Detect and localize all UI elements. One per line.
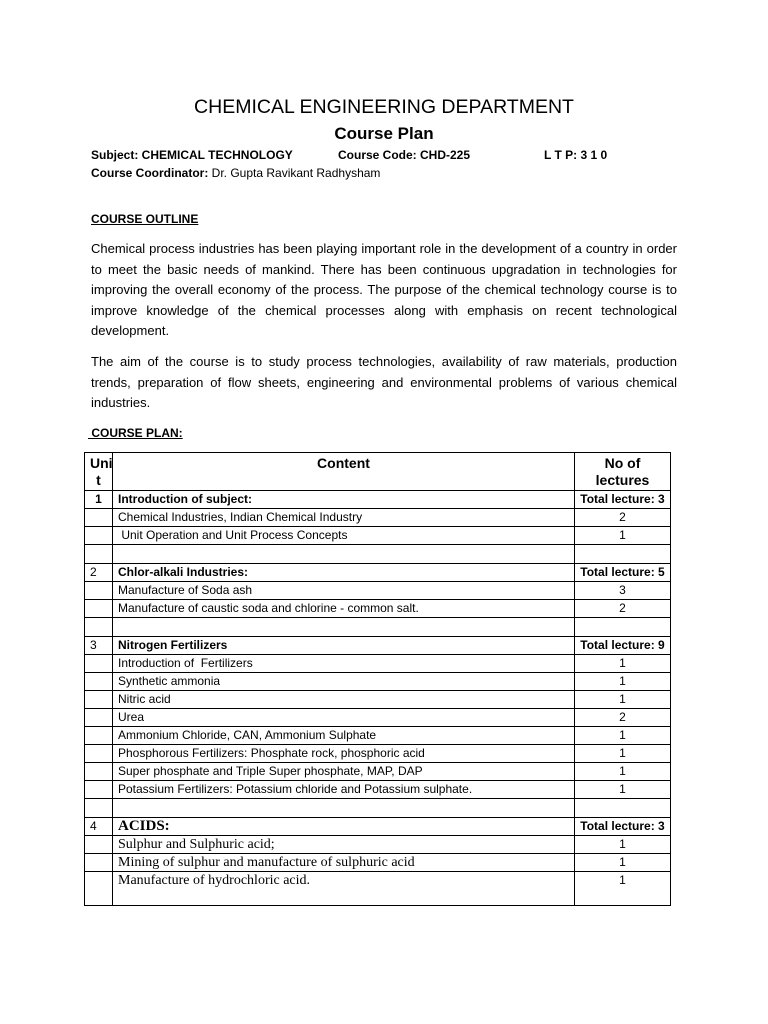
- unit-total: Total lecture: 3: [575, 818, 671, 836]
- topic-lectures: 1: [575, 727, 671, 745]
- unit-cell: [85, 527, 113, 545]
- unit-title-row: [85, 637, 671, 655]
- spacer-cell: [113, 545, 575, 564]
- unit-cell: [85, 709, 113, 727]
- topic-lectures: 1: [575, 527, 671, 545]
- unit-number: 4: [85, 818, 113, 836]
- unit-cell: [85, 745, 113, 763]
- subject-label: Subject: CHEMICAL TECHNOLOGY: [91, 148, 293, 162]
- coordinator-label: Course Coordinator:: [91, 166, 209, 180]
- unit-total: Total lecture: 3: [575, 491, 671, 509]
- spacer-cell: [113, 799, 575, 818]
- table-row: [85, 763, 671, 781]
- unit-cell: [85, 618, 113, 637]
- unit-title: ACIDS:: [113, 818, 575, 836]
- unit-number: 2: [85, 564, 113, 582]
- spacer-row: [85, 618, 671, 637]
- spacer-cell: [113, 618, 575, 637]
- topic-lectures: 1: [575, 745, 671, 763]
- table-header-row: [85, 453, 671, 491]
- topic-name: Manufacture of caustic soda and chlorine - common salt.: [113, 600, 575, 618]
- unit-cell: [85, 854, 113, 872]
- topic-lectures: 1: [575, 854, 671, 872]
- ltp-value: L T P: 3 1 0: [544, 148, 608, 162]
- topic-name: Phosphorous Fertilizers: Phosphate rock, phosphoric acid: [113, 745, 575, 763]
- table-row: [85, 655, 671, 673]
- unit-cell: [85, 545, 113, 564]
- unit-title-row: [85, 491, 671, 509]
- table-row: [85, 836, 671, 854]
- topic-lectures: 1: [575, 673, 671, 691]
- table-row: [85, 673, 671, 691]
- unit-cell: [85, 727, 113, 745]
- topic-name: Potassium Fertilizers: Potassium chloride and Potassium sulphate.: [113, 781, 575, 799]
- unit-title-row: [85, 818, 671, 836]
- topic-lectures: 1: [575, 781, 671, 799]
- lectures-column-header: No of lectures: [575, 453, 671, 491]
- unit-title: Introduction of subject:: [113, 491, 575, 509]
- course-plan-table: [84, 452, 671, 906]
- topic-name: Ammonium Chloride, CAN, Ammonium Sulphate: [113, 727, 575, 745]
- topic-lectures: 1: [575, 836, 671, 854]
- table-row: [85, 872, 671, 906]
- topic-name: Introduction of Fertilizers: [113, 655, 575, 673]
- unit-cell: [85, 509, 113, 527]
- topic-name: Unit Operation and Unit Process Concepts: [113, 527, 575, 545]
- unit-cell: [85, 673, 113, 691]
- topic-lectures: 3: [575, 582, 671, 600]
- topic-name: Nitric acid: [113, 691, 575, 709]
- topic-lectures: 2: [575, 509, 671, 527]
- topic-name: Manufacture of Soda ash: [113, 582, 575, 600]
- table-row: [85, 709, 671, 727]
- unit-cell: [85, 600, 113, 618]
- unit-total: Total lecture: 5: [575, 564, 671, 582]
- topic-name: Super phosphate and Triple Super phosphate, MAP, DAP: [113, 763, 575, 781]
- topic-name: Chemical Industries, Indian Chemical Industry: [113, 509, 575, 527]
- table-row: [85, 691, 671, 709]
- spacer-cell: [575, 799, 671, 818]
- table-row: [85, 527, 671, 545]
- unit-cell: [85, 582, 113, 600]
- spacer-row: [85, 545, 671, 564]
- course-plan-heading: COURSE PLAN:: [88, 426, 183, 440]
- spacer-row: [85, 799, 671, 818]
- outline-paragraph-1: Chemical process industries has been playing important role in the development of a country in order to meet the basic needs of mankind. There has been continuous upgradation in technologies for improving the overall economy of the process. The purpose of the chemical technology course is to improve knowledge of the chemical processes along with emphasis on recent technological development.: [91, 241, 677, 338]
- table-row: [85, 509, 671, 527]
- table-row: [85, 600, 671, 618]
- unit-cell: [85, 763, 113, 781]
- topic-name: Urea: [113, 709, 575, 727]
- unit-cell: [85, 781, 113, 799]
- topic-name: Sulphur and Sulphuric acid;: [113, 836, 575, 854]
- outline-paragraph-2: The aim of the course is to study process technologies, availability of raw materials, production trends, preparation of flow sheets, engineering and environmental problems of various chemical industries.: [91, 354, 677, 410]
- topic-lectures: 1: [575, 655, 671, 673]
- table-row: [85, 727, 671, 745]
- topic-name: Synthetic ammonia: [113, 673, 575, 691]
- table-row: [85, 582, 671, 600]
- department-title: CHEMICAL ENGINEERING DEPARTMENT: [194, 96, 574, 118]
- unit-cell: [85, 655, 113, 673]
- coordinator-name: Dr. Gupta Ravikant Radhysham: [208, 166, 381, 180]
- course-code: Course Code: CHD-225: [338, 148, 471, 162]
- topic-name: Manufacture of hydrochloric acid.: [113, 872, 575, 906]
- unit-title-row: [85, 564, 671, 582]
- unit-cell: [85, 691, 113, 709]
- page-title: Course Plan: [334, 124, 434, 143]
- course-outline-heading: COURSE OUTLINE: [91, 212, 199, 226]
- table-row: [85, 854, 671, 872]
- topic-lectures: 1: [575, 872, 671, 906]
- unit-number: 3: [85, 637, 113, 655]
- content-column-header: Content: [113, 453, 575, 491]
- unit-title: Chlor-alkali Industries:: [113, 564, 575, 582]
- table-row: [85, 745, 671, 763]
- unit-title: Nitrogen Fertilizers: [113, 637, 575, 655]
- unit-cell: [85, 836, 113, 854]
- topic-name: Mining of sulphur and manufacture of sulphuric acid: [113, 854, 575, 872]
- unit-total: Total lecture: 9: [575, 637, 671, 655]
- topic-lectures: 2: [575, 709, 671, 727]
- topic-lectures: 1: [575, 763, 671, 781]
- table-row: [85, 781, 671, 799]
- topic-lectures: 2: [575, 600, 671, 618]
- unit-number: 1: [85, 491, 113, 509]
- spacer-cell: [575, 618, 671, 637]
- unit-cell: [85, 872, 113, 906]
- topic-lectures: 1: [575, 691, 671, 709]
- unit-column-header: Uni t: [85, 453, 113, 491]
- unit-cell: [85, 799, 113, 818]
- course-coordinator: [91, 166, 380, 180]
- spacer-cell: [575, 545, 671, 564]
